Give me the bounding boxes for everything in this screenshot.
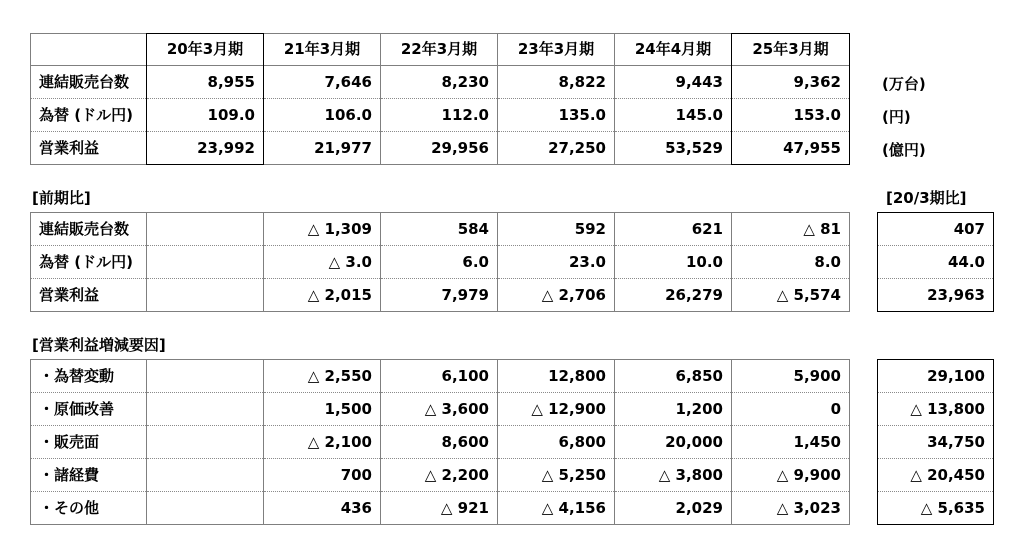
section-title: [営業利益増減要因] xyxy=(32,336,166,354)
table-row xyxy=(31,492,850,525)
cell: △ 81 xyxy=(732,213,850,246)
cell: 6,800 xyxy=(498,426,615,459)
table-row xyxy=(31,213,850,246)
cell: 2,029 xyxy=(615,492,732,525)
cell xyxy=(147,246,264,279)
cell: 47,955 xyxy=(732,132,850,165)
factors-table xyxy=(30,359,850,525)
cell: △ 2,015 xyxy=(264,279,381,312)
table-row xyxy=(31,99,850,132)
row-label: ・その他 xyxy=(31,492,147,525)
cell: 6.0 xyxy=(381,246,498,279)
row-label: ・原価改善 xyxy=(31,393,147,426)
cell xyxy=(147,393,264,426)
cell: 135.0 xyxy=(498,99,615,132)
cell: 8,600 xyxy=(381,426,498,459)
side-cell: 34,750 xyxy=(878,426,994,459)
table-row xyxy=(31,459,850,492)
period-header: 21年3月期 xyxy=(264,34,381,66)
row-label: ・販売面 xyxy=(31,426,147,459)
cell: 1,450 xyxy=(732,426,850,459)
side-section-title: [20/3期比] xyxy=(886,189,967,207)
cell: 8,822 xyxy=(498,66,615,99)
cell: 23,992 xyxy=(147,132,264,165)
row-label: 連結販売台数 xyxy=(31,66,147,99)
cell: 21,977 xyxy=(264,132,381,165)
cell: △ 1,309 xyxy=(264,213,381,246)
cell xyxy=(147,360,264,393)
factors-side-table xyxy=(877,359,994,525)
side-cell: 23,963 xyxy=(927,285,985,304)
cell: 7,979 xyxy=(381,279,498,312)
table-row xyxy=(31,426,850,459)
cell: 23.0 xyxy=(498,246,615,279)
cell: 592 xyxy=(498,213,615,246)
period-header: 24年4月期 xyxy=(615,34,732,66)
cell: △ 2,100 xyxy=(264,426,381,459)
yoy-table xyxy=(30,212,850,312)
side-cell: 407 xyxy=(878,213,994,246)
cell: △ 3,600 xyxy=(381,393,498,426)
table-row xyxy=(31,66,850,99)
cell xyxy=(147,426,264,459)
header-corner xyxy=(31,34,147,66)
cell: 109.0 xyxy=(147,99,264,132)
cell: 1,200 xyxy=(615,393,732,426)
row-label: 為替 (ドル円) xyxy=(31,246,147,279)
cell: △ 2,706 xyxy=(498,279,615,312)
period-header: 25年3月期 xyxy=(732,34,850,66)
cell: 9,443 xyxy=(615,66,732,99)
cell: 1,500 xyxy=(264,393,381,426)
cell: △ 2,550 xyxy=(264,360,381,393)
cell: 53,529 xyxy=(615,132,732,165)
cell: △ 5,574 xyxy=(732,279,850,312)
row-label: 連結販売台数 xyxy=(31,213,147,246)
cell: 5,900 xyxy=(732,360,850,393)
cell: 9,362 xyxy=(732,66,850,99)
table-row xyxy=(31,360,850,393)
cell: 8.0 xyxy=(732,246,850,279)
unit-label: (億円) xyxy=(882,141,926,159)
cell: 12,800 xyxy=(498,360,615,393)
cell xyxy=(147,459,264,492)
table-row xyxy=(31,132,850,165)
table-row xyxy=(31,279,850,312)
cell xyxy=(147,279,264,312)
cell: △ 12,900 xyxy=(498,393,615,426)
cell: 29,956 xyxy=(381,132,498,165)
row-label: 営業利益 xyxy=(31,279,147,312)
cell: 621 xyxy=(615,213,732,246)
cell xyxy=(147,492,264,525)
side-cell: 44.0 xyxy=(878,246,994,279)
cell: 10.0 xyxy=(615,246,732,279)
side-cell: 29,100 xyxy=(878,360,994,393)
cell: 8,230 xyxy=(381,66,498,99)
cell: 20,000 xyxy=(615,426,732,459)
side-cell: △ 5,635 xyxy=(920,498,985,517)
cell: 584 xyxy=(381,213,498,246)
table-row xyxy=(31,393,850,426)
cell: 27,250 xyxy=(498,132,615,165)
yoy-side-table xyxy=(877,212,994,312)
cell: 26,279 xyxy=(615,279,732,312)
cell: △ 9,900 xyxy=(732,459,850,492)
unit-label: (円) xyxy=(882,108,911,126)
cell: 8,955 xyxy=(147,66,264,99)
cell: 436 xyxy=(264,492,381,525)
cell: △ 5,250 xyxy=(498,459,615,492)
section-title: [前期比] xyxy=(32,189,91,207)
cell: 0 xyxy=(732,393,850,426)
cell: △ 3,023 xyxy=(732,492,850,525)
cell: 700 xyxy=(264,459,381,492)
table-row xyxy=(31,246,850,279)
period-header: 22年3月期 xyxy=(381,34,498,66)
period-header: 20年3月期 xyxy=(147,34,264,66)
period-header: 23年3月期 xyxy=(498,34,615,66)
summary-table xyxy=(30,33,850,165)
cell: 6,100 xyxy=(381,360,498,393)
cell: 112.0 xyxy=(381,99,498,132)
row-label: 為替 (ドル円) xyxy=(31,99,147,132)
cell: △ 2,200 xyxy=(381,459,498,492)
side-cell: △ 13,800 xyxy=(878,393,994,426)
row-label: ・為替変動 xyxy=(31,360,147,393)
cell: △ 3,800 xyxy=(615,459,732,492)
cell: 145.0 xyxy=(615,99,732,132)
cell: 106.0 xyxy=(264,99,381,132)
unit-label: (万台) xyxy=(882,75,926,93)
cell: △ 4,156 xyxy=(498,492,615,525)
cell: △ 3.0 xyxy=(264,246,381,279)
row-label: ・諸経費 xyxy=(31,459,147,492)
cell: 153.0 xyxy=(732,99,850,132)
cell xyxy=(147,213,264,246)
side-cell: △ 20,450 xyxy=(878,459,994,492)
row-label: 営業利益 xyxy=(31,132,147,165)
cell: 6,850 xyxy=(615,360,732,393)
cell: △ 921 xyxy=(381,492,498,525)
cell: 7,646 xyxy=(264,66,381,99)
